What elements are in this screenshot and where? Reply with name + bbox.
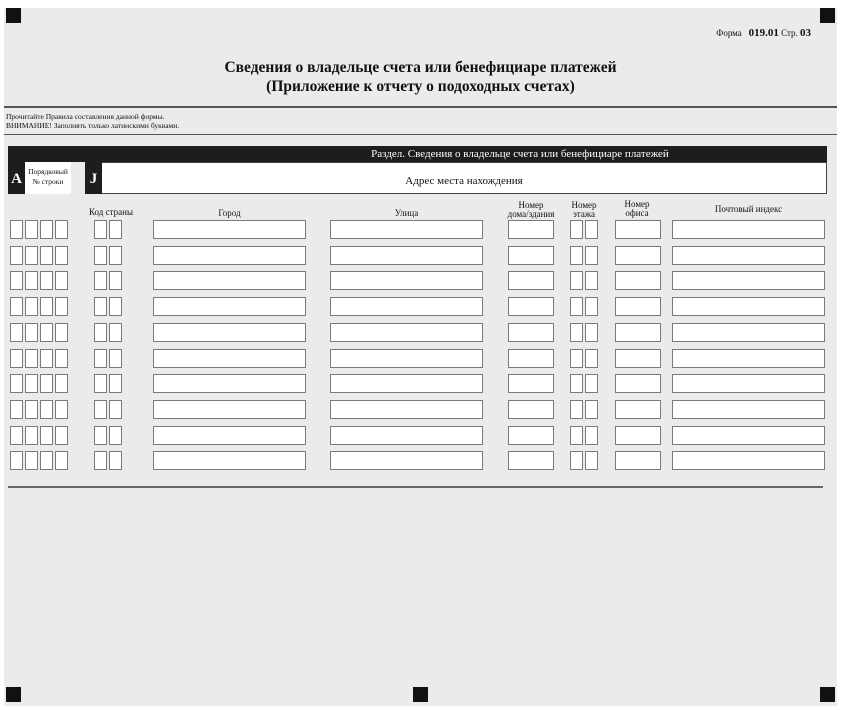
column-header-house-line2: дома/здания [507, 209, 555, 219]
city-field[interactable] [153, 323, 306, 342]
floor-field-char[interactable] [570, 246, 583, 265]
street-field[interactable] [330, 323, 483, 342]
line-no-field-char[interactable] [25, 297, 38, 316]
line-no-field-char[interactable] [10, 297, 23, 316]
city-field[interactable] [153, 374, 306, 393]
line-no-field-char[interactable] [55, 246, 68, 265]
line-no-field-char[interactable] [25, 426, 38, 445]
postal-code-field[interactable] [672, 349, 825, 368]
divider [4, 106, 837, 108]
alignment-marker-top-right [820, 8, 835, 23]
house-field[interactable] [508, 349, 554, 368]
line-no-field-char[interactable] [40, 400, 53, 419]
form-code [716, 27, 811, 39]
column-header-floor-line2: этажа [572, 209, 596, 219]
page-label: Стр. [781, 28, 798, 38]
country-code-field-char[interactable] [94, 426, 107, 445]
street-field[interactable] [330, 246, 483, 265]
block-a-label-line2: № строки [32, 177, 64, 186]
block-a-label-line1: Порядковый [28, 167, 68, 176]
alignment-marker-top-left [6, 8, 21, 23]
house-field[interactable] [508, 297, 554, 316]
country-code-field-char[interactable] [109, 220, 122, 239]
city-field[interactable] [153, 297, 306, 316]
street-field[interactable] [330, 271, 483, 290]
country-code-field-char[interactable] [109, 451, 122, 470]
office-field[interactable] [615, 271, 661, 290]
office-field[interactable] [615, 349, 661, 368]
column-header-street: Улица [394, 208, 419, 218]
city-field[interactable] [153, 349, 306, 368]
floor-field-char[interactable] [570, 323, 583, 342]
country-code-field-char[interactable] [94, 349, 107, 368]
floor-field-char[interactable] [585, 426, 598, 445]
country-code-field-char[interactable] [94, 246, 107, 265]
line-no-field-char[interactable] [40, 349, 53, 368]
line-no-field-char[interactable] [55, 451, 68, 470]
floor-field-char[interactable] [570, 297, 583, 316]
postal-code-field[interactable] [672, 220, 825, 239]
floor-field-char[interactable] [570, 451, 583, 470]
floor-field-char[interactable] [585, 349, 598, 368]
column-header-country-code: Код страны [88, 207, 134, 217]
line-no-field-char[interactable] [40, 271, 53, 290]
alignment-marker-bottom-center [413, 687, 428, 702]
floor-field-char[interactable] [570, 220, 583, 239]
postal-code-field[interactable] [672, 426, 825, 445]
alignment-marker-bottom-right [820, 687, 835, 702]
house-field[interactable] [508, 323, 554, 342]
line-no-field-char[interactable] [10, 349, 23, 368]
floor-field-char[interactable] [585, 400, 598, 419]
floor-field-char[interactable] [570, 349, 583, 368]
street-field[interactable] [330, 349, 483, 368]
block-a-label [25, 162, 71, 194]
office-field[interactable] [615, 400, 661, 419]
form-title-line1: Сведения о владельце счета или бенефициаре платежей [224, 59, 617, 76]
line-no-field-char[interactable] [55, 220, 68, 239]
instructions-line2: ВНИМАНИЕ! Заполнять только латинскими буквами. [6, 121, 180, 130]
office-field[interactable] [615, 426, 661, 445]
office-field[interactable] [615, 220, 661, 239]
floor-field-char[interactable] [585, 271, 598, 290]
country-code-field-char[interactable] [109, 271, 122, 290]
column-header-floor [563, 201, 605, 219]
line-no-field-char[interactable] [55, 349, 68, 368]
instructions [6, 112, 179, 130]
line-no-field-char[interactable] [10, 374, 23, 393]
house-field[interactable] [508, 220, 554, 239]
block-j-letter: J [85, 162, 102, 194]
house-field[interactable] [508, 400, 554, 419]
postal-code-field[interactable] [672, 297, 825, 316]
postal-code-field[interactable] [672, 451, 825, 470]
line-no-field-char[interactable] [10, 246, 23, 265]
postal-code-field[interactable] [672, 374, 825, 393]
column-header-office [612, 200, 662, 218]
block-a-letter: A [8, 162, 25, 194]
section-title: Раздел. Сведения о владельце счета или бенефициаре платежей [371, 148, 669, 160]
divider [8, 486, 823, 488]
country-code-field-char[interactable] [109, 374, 122, 393]
line-no-field-char[interactable] [10, 400, 23, 419]
block-j-label: Адрес места нахождения [102, 162, 827, 194]
floor-field-char[interactable] [570, 374, 583, 393]
form-title-line2: (Приложение к отчету о подоходных счетах) [266, 78, 575, 95]
line-no-field-char[interactable] [40, 426, 53, 445]
country-code-field-char[interactable] [94, 271, 107, 290]
street-field[interactable] [330, 426, 483, 445]
country-code-field-char[interactable] [94, 220, 107, 239]
line-no-field-char[interactable] [10, 323, 23, 342]
postal-code-field[interactable] [672, 323, 825, 342]
street-field[interactable] [330, 220, 483, 239]
postal-code-field[interactable] [672, 400, 825, 419]
section-header [8, 146, 827, 162]
line-no-field-char[interactable] [25, 323, 38, 342]
page-number: 03 [800, 27, 811, 39]
line-no-field-char[interactable] [25, 451, 38, 470]
city-field[interactable] [153, 426, 306, 445]
street-field[interactable] [330, 400, 483, 419]
floor-field-char[interactable] [570, 400, 583, 419]
line-no-field-char[interactable] [25, 400, 38, 419]
line-no-field-char[interactable] [40, 220, 53, 239]
office-field[interactable] [615, 451, 661, 470]
line-no-field-char[interactable] [10, 271, 23, 290]
line-no-field-char[interactable] [40, 323, 53, 342]
street-field[interactable] [330, 297, 483, 316]
house-field[interactable] [508, 246, 554, 265]
form-label: Форма [716, 28, 742, 38]
line-no-field-char[interactable] [25, 271, 38, 290]
floor-field-char[interactable] [585, 246, 598, 265]
form-title [0, 58, 841, 96]
line-no-field-char[interactable] [10, 220, 23, 239]
office-field[interactable] [615, 374, 661, 393]
instructions-line1: Прочитайте Правила составления данной формы. [6, 112, 165, 121]
city-field[interactable] [153, 246, 306, 265]
line-no-field-char[interactable] [40, 246, 53, 265]
floor-field-char[interactable] [570, 271, 583, 290]
alignment-marker-bottom-left [6, 687, 21, 702]
country-code-field-char[interactable] [94, 297, 107, 316]
street-field[interactable] [330, 451, 483, 470]
form-number: 019.01 [748, 27, 779, 39]
floor-field-char[interactable] [585, 297, 598, 316]
country-code-field-char[interactable] [109, 246, 122, 265]
street-field[interactable] [330, 374, 483, 393]
line-no-field-char[interactable] [25, 374, 38, 393]
column-header-city: Город [218, 208, 241, 218]
house-field[interactable] [508, 451, 554, 470]
postal-code-field[interactable] [672, 271, 825, 290]
office-field[interactable] [615, 323, 661, 342]
column-header-house [500, 201, 562, 219]
city-field[interactable] [153, 451, 306, 470]
line-no-field-char[interactable] [55, 400, 68, 419]
house-field[interactable] [508, 374, 554, 393]
line-no-field-char[interactable] [10, 451, 23, 470]
line-no-field-char[interactable] [55, 297, 68, 316]
column-header-house-line1: Номер [518, 200, 544, 210]
country-code-field-char[interactable] [94, 374, 107, 393]
country-code-field-char[interactable] [109, 426, 122, 445]
line-no-field-char[interactable] [25, 246, 38, 265]
house-field[interactable] [508, 426, 554, 445]
city-field[interactable] [153, 271, 306, 290]
floor-field-char[interactable] [585, 323, 598, 342]
line-no-field-char[interactable] [55, 271, 68, 290]
divider [4, 134, 837, 135]
floor-field-char[interactable] [585, 220, 598, 239]
line-no-field-char[interactable] [40, 374, 53, 393]
line-no-field-char[interactable] [40, 297, 53, 316]
column-header-office-line2: офиса [625, 208, 649, 218]
column-header-floor-line1: Номер [571, 200, 597, 210]
country-code-field-char[interactable] [109, 349, 122, 368]
country-code-field-char[interactable] [109, 323, 122, 342]
office-field[interactable] [615, 297, 661, 316]
line-no-field-char[interactable] [40, 451, 53, 470]
column-header-postal-code: Почтовый индекс [714, 204, 783, 214]
line-no-field-char[interactable] [25, 349, 38, 368]
country-code-field-char[interactable] [94, 323, 107, 342]
line-no-field-char[interactable] [55, 426, 68, 445]
country-code-field-char[interactable] [94, 400, 107, 419]
city-field[interactable] [153, 400, 306, 419]
floor-field-char[interactable] [585, 374, 598, 393]
column-header-office-line1: Номер [624, 199, 650, 209]
line-no-field-char[interactable] [55, 374, 68, 393]
line-no-field-char[interactable] [55, 323, 68, 342]
line-no-field-char[interactable] [10, 426, 23, 445]
floor-field-char[interactable] [570, 426, 583, 445]
floor-field-char[interactable] [585, 451, 598, 470]
house-field[interactable] [508, 271, 554, 290]
line-no-field-char[interactable] [25, 220, 38, 239]
country-code-field-char[interactable] [109, 297, 122, 316]
postal-code-field[interactable] [672, 246, 825, 265]
office-field[interactable] [615, 246, 661, 265]
country-code-field-char[interactable] [109, 400, 122, 419]
country-code-field-char[interactable] [94, 451, 107, 470]
city-field[interactable] [153, 220, 306, 239]
